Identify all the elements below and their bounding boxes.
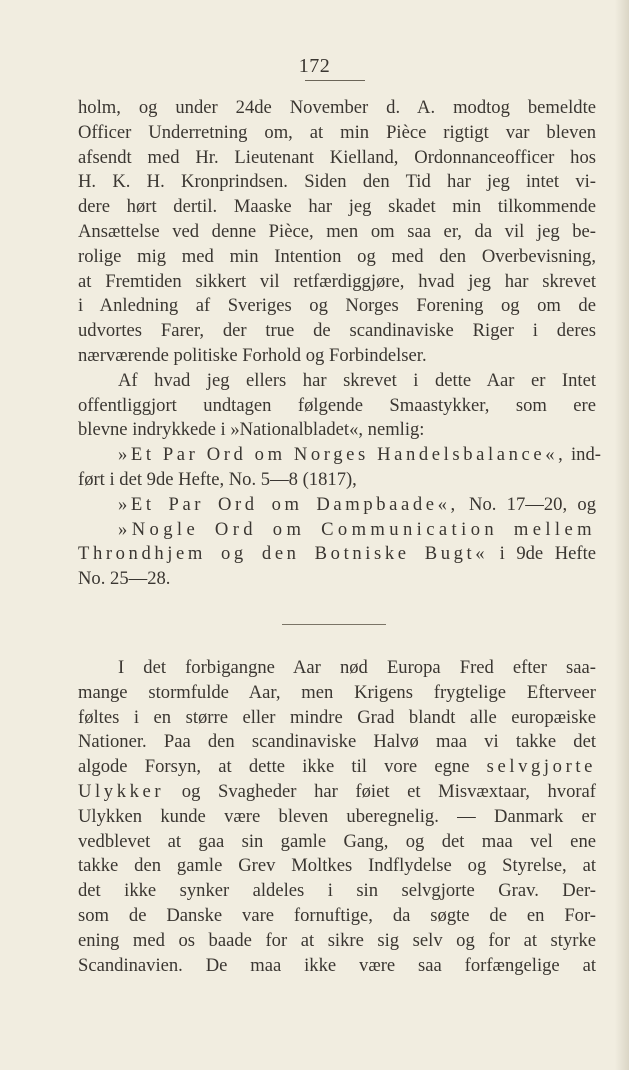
header-rule [305, 80, 365, 81]
text-line: nærværende politiske Forhold og Forbindelser. [78, 344, 427, 366]
page-edge-shadow [615, 0, 629, 1070]
text-line [78, 493, 596, 518]
emphasized-word: selvgjorte [486, 756, 596, 778]
paragraph-block-1 [78, 96, 601, 592]
text-line: det ikke synker aldeles i sin selvgjorte Grav. Der- [78, 880, 596, 902]
text-line [78, 443, 601, 468]
text-line: ført i det 9de Hefte, No. 5—8 (1817), [78, 468, 357, 490]
text-line: i Anledning af Sveriges og Norges Forening og om de [78, 295, 596, 317]
article-title: »Et Par Ord om Dampbaade«, [118, 493, 459, 515]
text-line: som de Danske vare fornuftige, da søgte de en For- [78, 904, 596, 926]
page-number: 172 [298, 55, 331, 77]
text-fragment: algode Forsyn, at dette ikke til vore egne [78, 756, 470, 778]
text-line [78, 542, 596, 567]
text-line: holm, og under 24de November d. A. modtog bemeldte [78, 97, 596, 118]
text-line: offentliggjort undtagen følgende Smaastykker, som ere [78, 394, 596, 416]
text-line: mange stormfulde Aar, men Krigens frygtelige Efterveer [78, 681, 596, 703]
text-line: H. K. H. Kronprindsen. Siden den Tid har jeg intet vi- [78, 171, 596, 193]
article-title: »Et Par Ord om Norges Handelsbalance«, [118, 444, 567, 466]
article-title: »Nogle Ord om Communication mellem [118, 518, 596, 540]
text-line: Af hvad jeg ellers har skrevet i dette Aar er Intet [118, 369, 596, 391]
text-line: Officer Underretning om, at min Pièce rigtigt var bleven [78, 121, 596, 143]
text-line: Scandinavien. De maa ikke være saa forfængelige at [78, 954, 596, 976]
text-fragment: ind- [571, 444, 601, 466]
text-line: Ansættelse ved denne Pièce, men om saa er, da vil jeg be- [78, 220, 596, 242]
text-line: rolige mig med min Intention og med den Overbevisning, [78, 245, 596, 267]
emphasized-word: Ulykker [78, 780, 165, 802]
text-line: I det forbigangne Aar nød Europa Fred efter saa- [118, 657, 596, 678]
text-line: Ulykken kunde være bleven uberegnelig. — Danmark er [78, 805, 596, 827]
text-line: takke den gamle Grev Moltkes Indflydelse og Styrelse, at [78, 855, 596, 877]
text-line: ening med os baade for at sikre sig selv og for at styrke [78, 929, 596, 951]
text-line: dere hørt dertil. Maaske har jeg skadet min tilkommende [78, 196, 596, 218]
text-line: at Fremtiden sikkert vil retfærdiggjøre, hvad jeg har skrevet [78, 270, 596, 292]
text-line: føltes i en større eller mindre Grad blandt alle europæiske [78, 706, 596, 728]
text-line: Nationer. Paa den scandinaviske Halvø maa vi takke det [78, 731, 596, 753]
text-fragment: og Svagheder har føiet et Misvæxtaar, hvoraf [181, 780, 596, 802]
text-fragment: i 9de Hefte [499, 543, 596, 565]
article-title: Throndhjem og den Botniske Bugt« [78, 543, 489, 565]
text-line: No. 25—28. [78, 568, 171, 590]
text-line: blevne indrykkede i »Nationalbladet«, nemlig: [78, 419, 425, 441]
text-line: afsendt med Hr. Lieutenant Kielland, Ordonnanceofficer hos [78, 146, 596, 168]
text-line: udvortes Farer, der true de scandinaviske Riger i deres [78, 320, 596, 342]
text-line [78, 780, 596, 805]
text-fragment: No. 17—20, og [469, 493, 596, 515]
section-separator [282, 624, 386, 625]
paragraph-block-2 [78, 656, 596, 978]
text-line: vedblevet at gaa sin gamle Gang, og det maa vel ene [78, 830, 596, 852]
text-line [78, 518, 596, 543]
text-line [78, 755, 596, 780]
